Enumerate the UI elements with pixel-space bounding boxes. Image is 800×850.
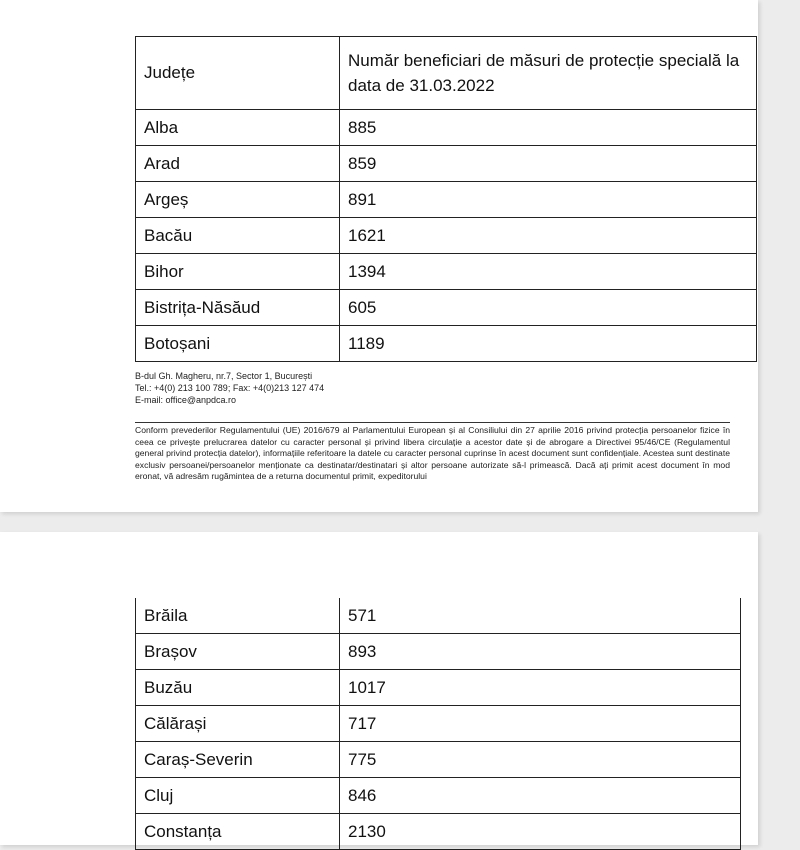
table-row [136,254,757,290]
county-cell: Brăila [136,598,340,634]
table-row [136,742,741,778]
count-cell: 571 [340,598,741,634]
county-cell: Alba [136,110,340,146]
table-row [136,706,741,742]
table-row [136,634,741,670]
count-cell: 775 [340,742,741,778]
table-row [136,670,741,706]
table-row [136,110,757,146]
document-page-2 [0,532,758,845]
footer-address: B-dul Gh. Magheru, nr.7, Sector 1, București [135,371,313,381]
count-cell: 2130 [340,814,741,850]
table-row [136,290,757,326]
county-cell: Argeș [136,182,340,218]
count-cell: 1621 [340,218,757,254]
header-county: Județe [136,37,340,110]
count-cell: 1189 [340,326,757,362]
county-cell: Bihor [136,254,340,290]
county-cell: Brașov [136,634,340,670]
beneficiaries-table [135,36,757,362]
beneficiaries-table-continued [135,598,741,850]
county-cell: Bacău [136,218,340,254]
table-row [136,326,757,362]
count-cell: 885 [340,110,757,146]
table-row [136,146,757,182]
county-cell: Arad [136,146,340,182]
county-cell: Bistrița-Năsăud [136,290,340,326]
table-row [136,598,741,634]
count-cell: 846 [340,778,741,814]
count-cell: 893 [340,634,741,670]
count-cell: 1394 [340,254,757,290]
county-cell: Constanța [136,814,340,850]
table-row [136,814,741,850]
county-cell: Călărași [136,706,340,742]
county-cell: Buzău [136,670,340,706]
footer-phone: Tel.: +4(0) 213 100 789; Fax: +4(0)213 127 474 [135,383,325,393]
county-cell: Cluj [136,778,340,814]
table-row [136,218,757,254]
footer-contact [135,370,324,406]
header-count: Număr beneficiari de măsuri de protecție specială la data de 31.03.2022 [340,37,757,110]
footer-email: E-mail: office@anpdca.ro [135,395,237,405]
legal-disclaimer: Conform prevederilor Regulamentului (UE) 2016/679 al Parlamentului European și al Consiliului din 27 aprilie 2016 privind protecția persoanelor fizice în ceea ce privește prelucrarea datelor cu caracter personal și privind libera circulație a acestor date și de abrogare a Directivei 95/46/CE (Regulamentul general privind protecția datelor), informațiile referitoare la datele cu caracter personal cuprinse în acest document sunt confidențiale. Acestea sunt destinate exclusiv persoanei/persoanelor menționate ca destinatar/destinatari și altor persoane autorizate să-l primească. Dacă ați primit acest document în mod eronat, vă adresăm rugămintea de a returna documentul primit, expeditorului [135,422,730,483]
table-header-row [136,37,757,110]
count-cell: 605 [340,290,757,326]
count-cell: 891 [340,182,757,218]
count-cell: 859 [340,146,757,182]
county-cell: Botoșani [136,326,340,362]
count-cell: 717 [340,706,741,742]
count-cell: 1017 [340,670,741,706]
table-row [136,778,741,814]
county-cell: Caraș-Severin [136,742,340,778]
table-row [136,182,757,218]
